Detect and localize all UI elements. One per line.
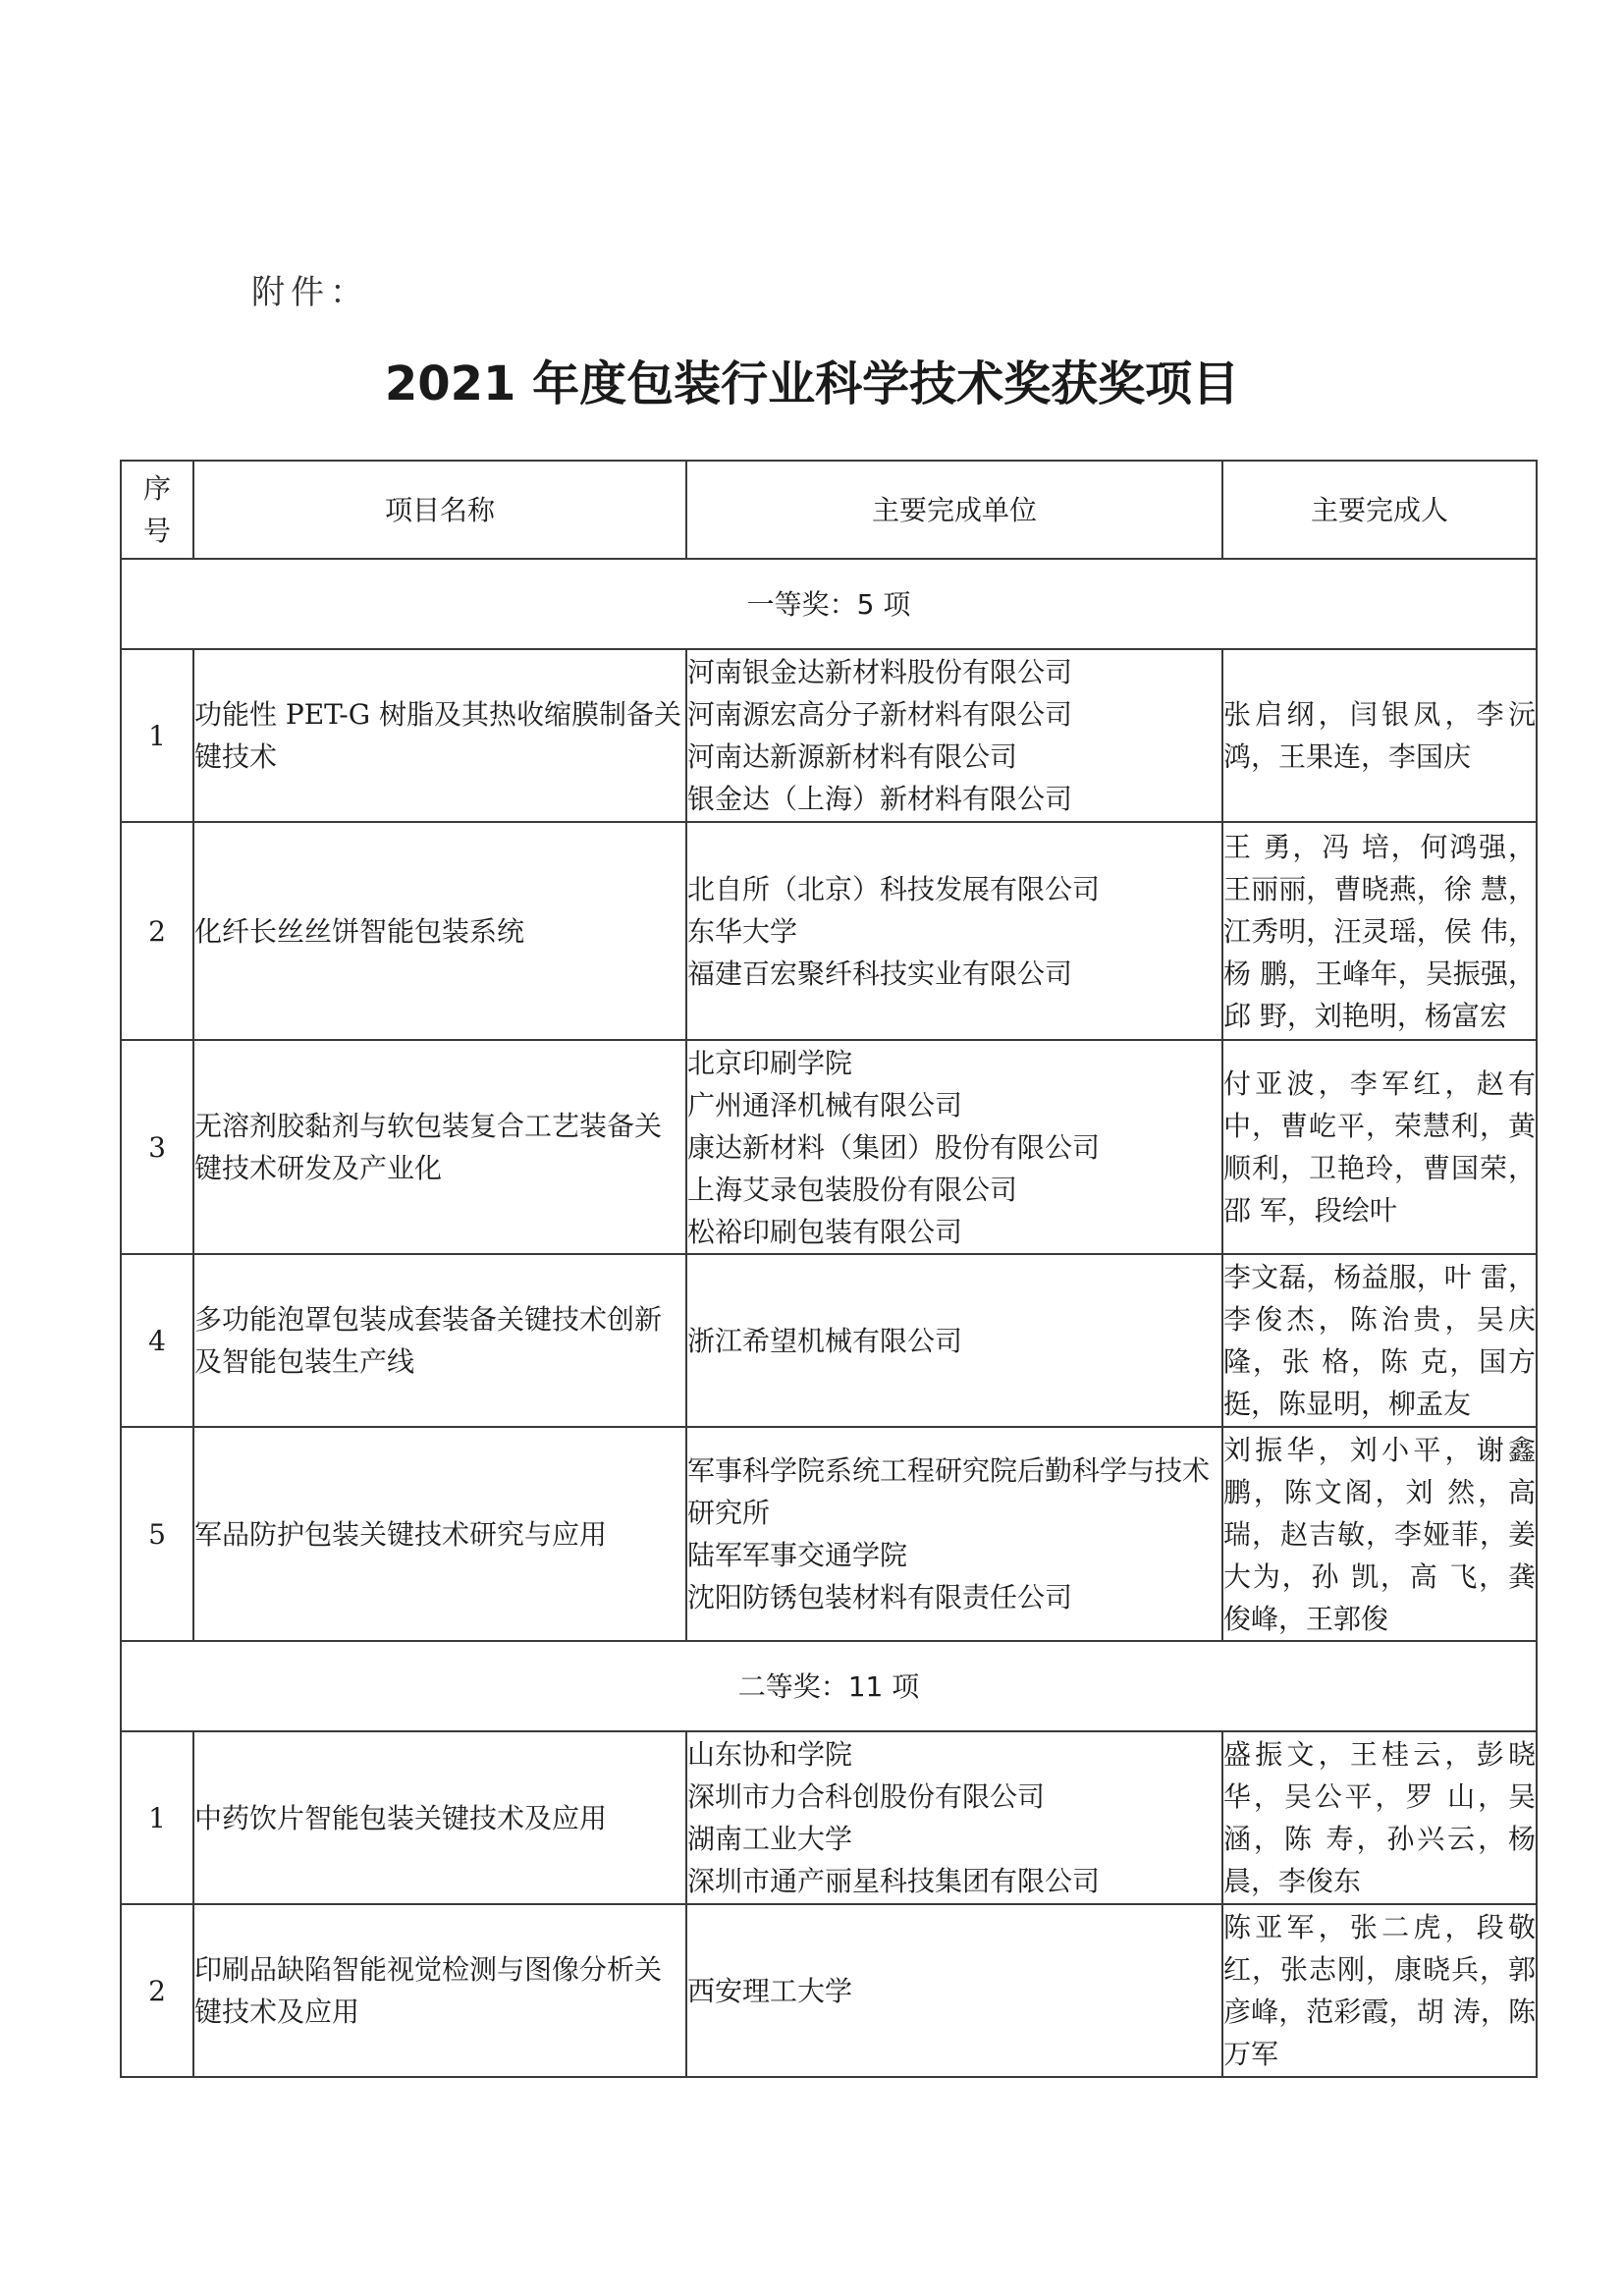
row-number: 5 — [121, 1427, 193, 1641]
unit-item: 东华大学 — [687, 914, 798, 948]
project-name: 化纤长丝丝饼智能包装系统 — [193, 822, 686, 1040]
unit-item: 沈阳防锈包装材料有限责任公司 — [687, 1581, 1073, 1613]
completion-units — [686, 1254, 1222, 1427]
completion-people: 王 勇，冯 培，何鸿强，王丽丽，曹晓燕，徐 慧，江秀明，汪灵瑶，侯 伟，杨 鹏，王峰年，吴振强，邱 野，刘艳明，杨富宏 — [1222, 822, 1537, 1040]
unit-item: 北自所（北京）科技发展有限公司 — [687, 872, 1101, 905]
unit-item: 银金达（上海）新材料有限公司 — [687, 783, 1073, 815]
row-number: 2 — [121, 822, 193, 1040]
completion-people: 盛振文，王桂云，彭晓华，吴公平，罗 山，吴涵，陈 寿，孙兴云，杨晨，李俊东 — [1222, 1731, 1537, 1904]
completion-units — [686, 1427, 1222, 1641]
unit-item: 广州通泽机械有限公司 — [687, 1088, 963, 1121]
unit-item: 西安理工大学 — [687, 1974, 853, 2007]
unit-item: 北京印刷学院 — [687, 1046, 853, 1079]
unit-item: 深圳市力合科创股份有限公司 — [687, 1780, 1046, 1813]
project-name: 功能性 PET-G 树脂及其热收缩膜制备关键技术 — [193, 649, 686, 822]
unit-item: 上海艾录包装股份有限公司 — [687, 1173, 1018, 1206]
row-number: 3 — [121, 1040, 193, 1254]
awards-table — [120, 460, 1538, 2078]
unit-item: 福建百宏聚纤科技实业有限公司 — [687, 957, 1073, 990]
completion-people: 李文磊，杨益服，叶 雷，李俊杰，陈治贵，吴庆隆，张 格，陈 克，国方挺，陈显明，柳孟友 — [1222, 1254, 1537, 1427]
table-row — [121, 1254, 1537, 1427]
section-row — [121, 559, 1537, 649]
project-name: 中药饮片智能包装关键技术及应用 — [193, 1731, 686, 1904]
table-row — [121, 1040, 1537, 1254]
completion-units — [686, 1040, 1222, 1254]
table-row — [121, 649, 1537, 822]
table-header-row — [121, 461, 1537, 559]
section-label-first-prize: 一等奖：5 项 — [121, 559, 1537, 649]
unit-item: 松裕印刷包装有限公司 — [687, 1215, 963, 1248]
unit-item: 军事科学院系统工程研究院后勤科学与技术研究所 — [687, 1454, 1211, 1529]
section-label-second-prize: 二等奖：11 项 — [121, 1641, 1537, 1731]
attachment-label: 附件： — [251, 273, 369, 312]
section-row — [121, 1641, 1537, 1731]
row-number: 1 — [121, 649, 193, 822]
unit-item: 河南源宏高分子新材料有限公司 — [687, 698, 1073, 731]
document-title: 2021 年度包装行业科学技术奖获奖项目 — [384, 356, 1240, 411]
header-units: 主要完成单位 — [686, 461, 1222, 559]
completion-units — [686, 1904, 1222, 2077]
unit-item: 河南银金达新材料股份有限公司 — [687, 656, 1073, 688]
row-number: 2 — [121, 1904, 193, 2077]
project-name: 印刷品缺陷智能视觉检测与图像分析关键技术及应用 — [193, 1904, 686, 2077]
unit-item: 湖南工业大学 — [687, 1823, 853, 1855]
row-number: 1 — [121, 1731, 193, 1904]
unit-item: 浙江希望机械有限公司 — [687, 1324, 963, 1357]
completion-people: 刘振华，刘小平，谢鑫鹏，陈文阁，刘 然，高瑞，赵吉敏，李娅菲，姜大为，孙 凯，高 飞，龚俊峰，王郭俊 — [1222, 1427, 1537, 1641]
unit-item: 深圳市通产丽星科技集团有限公司 — [687, 1865, 1101, 1897]
completion-units — [686, 1731, 1222, 1904]
header-project-name: 项目名称 — [193, 461, 686, 559]
table-row — [121, 1731, 1537, 1904]
table-row — [121, 822, 1537, 1040]
completion-people: 张启纲，闫银凤，李沅鸿，王果连，李国庆 — [1222, 649, 1537, 822]
table-row — [121, 1904, 1537, 2077]
unit-item: 山东协和学院 — [687, 1738, 853, 1771]
header-people: 主要完成人 — [1222, 461, 1537, 559]
completion-people: 陈亚军，张二虎，段敬红，张志刚，康晓兵，郭彦峰，范彩霞，胡 涛，陈万军 — [1222, 1904, 1537, 2077]
row-number: 4 — [121, 1254, 193, 1427]
table-row — [121, 1427, 1537, 1641]
project-name: 无溶剂胶黏剂与软包装复合工艺装备关键技术研发及产业化 — [193, 1040, 686, 1254]
header-number: 序号 — [121, 461, 193, 559]
unit-item: 康达新材料（集团）股份有限公司 — [687, 1130, 1101, 1164]
completion-units — [686, 649, 1222, 822]
unit-item: 河南达新源新材料有限公司 — [687, 740, 1018, 773]
project-name: 多功能泡罩包装成套装备关键技术创新及智能包装生产线 — [193, 1254, 686, 1427]
project-name: 军品防护包装关键技术研究与应用 — [193, 1427, 686, 1641]
completion-units — [686, 822, 1222, 1040]
unit-item: 陆军军事交通学院 — [687, 1539, 908, 1571]
completion-people: 付亚波，李军红，赵有中，曹屹平，荣慧利，黄顺利，卫艳玲，曹国荣，邵 军，段绘叶 — [1222, 1040, 1537, 1254]
